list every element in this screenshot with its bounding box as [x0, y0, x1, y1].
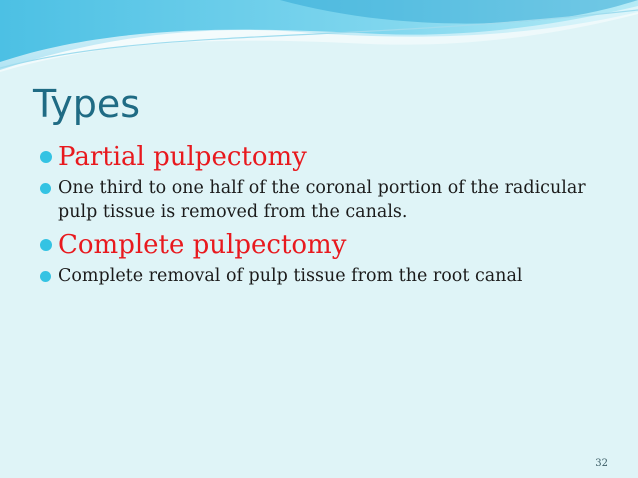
bullet-dot-icon — [40, 271, 51, 282]
bullet-partial-description — [38, 176, 598, 224]
bullet-dot-icon — [40, 239, 52, 251]
bullet-dot-icon — [40, 151, 52, 163]
bullet-text: Complete pulpectomy — [58, 230, 347, 260]
page-number: 32 — [595, 458, 608, 469]
bullet-text: Partial pulpectomy — [58, 142, 307, 172]
bullet-complete-pulpectomy — [38, 228, 598, 262]
bullet-list — [38, 140, 598, 288]
bullet-dot-icon — [40, 183, 51, 194]
bullet-text: One third to one half of the coronal portion of the radicular pulp tissue is removed from the canals. — [58, 178, 586, 222]
bullet-partial-pulpectomy — [38, 140, 598, 174]
bullet-text: Complete removal of pulp tissue from the root canal — [58, 266, 523, 286]
slide-title: Types — [33, 82, 141, 126]
bullet-complete-description — [38, 264, 598, 288]
header-wave-decoration — [0, 0, 638, 80]
